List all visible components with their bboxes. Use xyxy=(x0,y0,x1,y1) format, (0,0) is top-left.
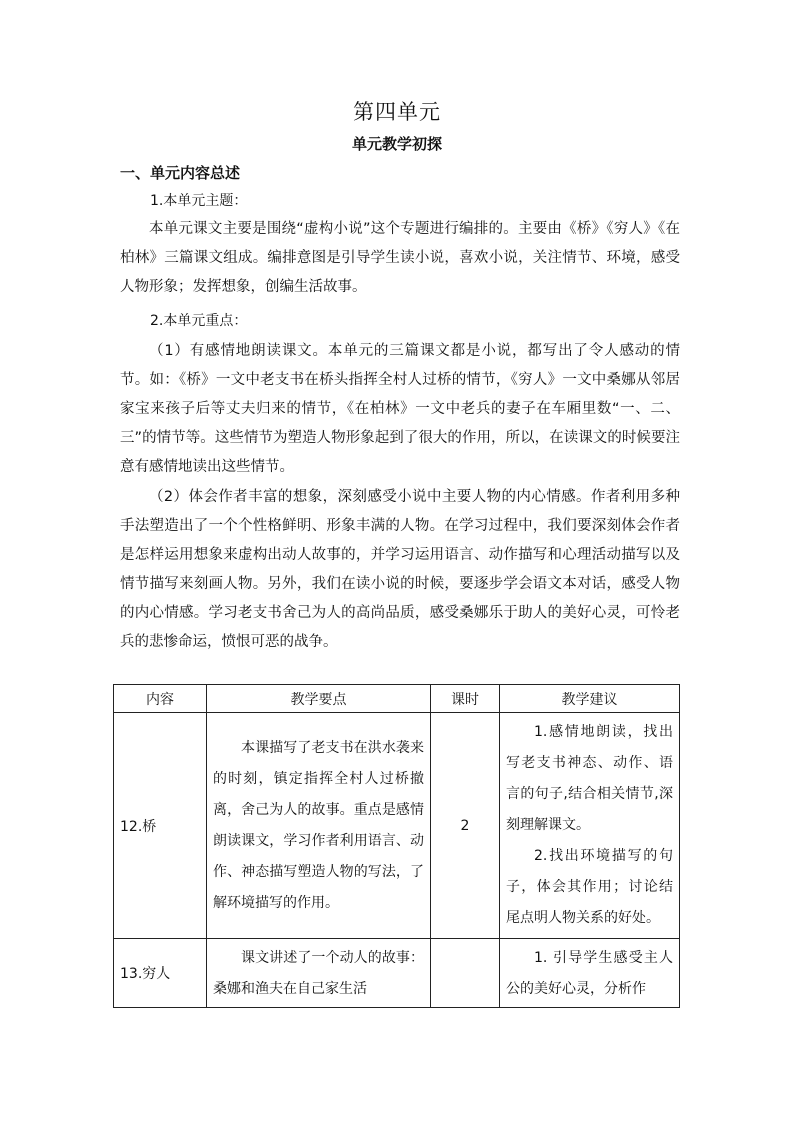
section-heading: 一、单元内容总述 xyxy=(120,164,241,182)
theme-label: 1.本单元主题： xyxy=(150,193,248,209)
header-points: 教学要点 xyxy=(207,685,431,713)
header-advice: 教学建议 xyxy=(500,685,680,713)
row-content: 12.桥 xyxy=(114,713,207,939)
focus-label: 2.本单元重点： xyxy=(150,313,248,329)
page-title: 第四单元 xyxy=(353,100,441,124)
row-content: 13.穷人 xyxy=(114,939,207,1008)
page-subtitle: 单元教学初探 xyxy=(351,135,442,153)
row-hours xyxy=(431,939,500,1008)
focus-paragraph-2: （2）体会作者丰富的想象，深刻感受小说中主要人物的内心情感。作者利用多种手法塑造出了一个个性格鲜明、形象丰满的人物。在学习过程中，我们要深刻体会作者是怎样运用想象来虚构出动人故事的，并学习运用语言、动作描写和心理活动描写以及情节描写来刻画人物。另外，我们在读小说的时候，要逐步学会语文本对话，感受人物的内心情感。学习老支书舍己为人的高尚品质，感受桑娜乐于助人的美好心灵，可怜老兵的悲惨命运，愤恨可恶的战争。 xyxy=(120,489,680,650)
row-advice-2: 2.找出环境描写的句子，体会其作用；讨论结尾点明人物关系的好处。 xyxy=(506,848,673,926)
focus-paragraph-1: （1）有感情地朗读课文。本单元的三篇课文都是小说，都写出了令人感动的情节。如：《桥》一文中老支书在桥头指挥全村人过桥的情节，《穷人》一文中桑娜从邻居家宝来孩子后等丈夫归来的情节，《在柏林》一文中老兵的妻子在车厢里数“一、二、三”的情节等。这些情节为塑造人物形象起到了很大的作用，所以，在读课文的时候要注意有感情地读出这些情节。 xyxy=(120,343,680,475)
header-hours: 课时 xyxy=(431,685,500,713)
row-hours: 2 xyxy=(431,713,500,939)
row-points: 课文讲述了一个动人的故事：桑娜和渔夫在自己家生活 xyxy=(213,950,424,997)
table-header-row xyxy=(114,685,680,713)
row-advice-1: 1. 引导学生感受主人公的美好心灵，分析作 xyxy=(506,950,673,997)
table-row xyxy=(114,939,680,1008)
teaching-plan-table xyxy=(113,684,680,1008)
row-advice-1: 1.感情地朗读，找出写老支书神态、动作、语言的句子,结合相关情节,深刻理解课文。 xyxy=(506,724,673,833)
row-points: 本课描写了老支书在洪水袭来的时刻，镇定指挥全村人过桥撤离，舍己为人的故事。重点是感情朗读课文，学习作者利用语言、动作、神态描写塑造人物的写法，了解环境描写的作用。 xyxy=(213,739,424,911)
table-row xyxy=(114,713,680,939)
header-content: 内容 xyxy=(114,685,207,713)
theme-paragraph: 本单元课文主要是围绕“虚构小说”这个专题进行编排的。主要由《桥》《穷人》《在柏林》三篇课文组成。编排意图是引导学生读小说，喜欢小说，关注情节、环境，感受人物形象；发挥想象，创编生活故事。 xyxy=(120,221,680,295)
